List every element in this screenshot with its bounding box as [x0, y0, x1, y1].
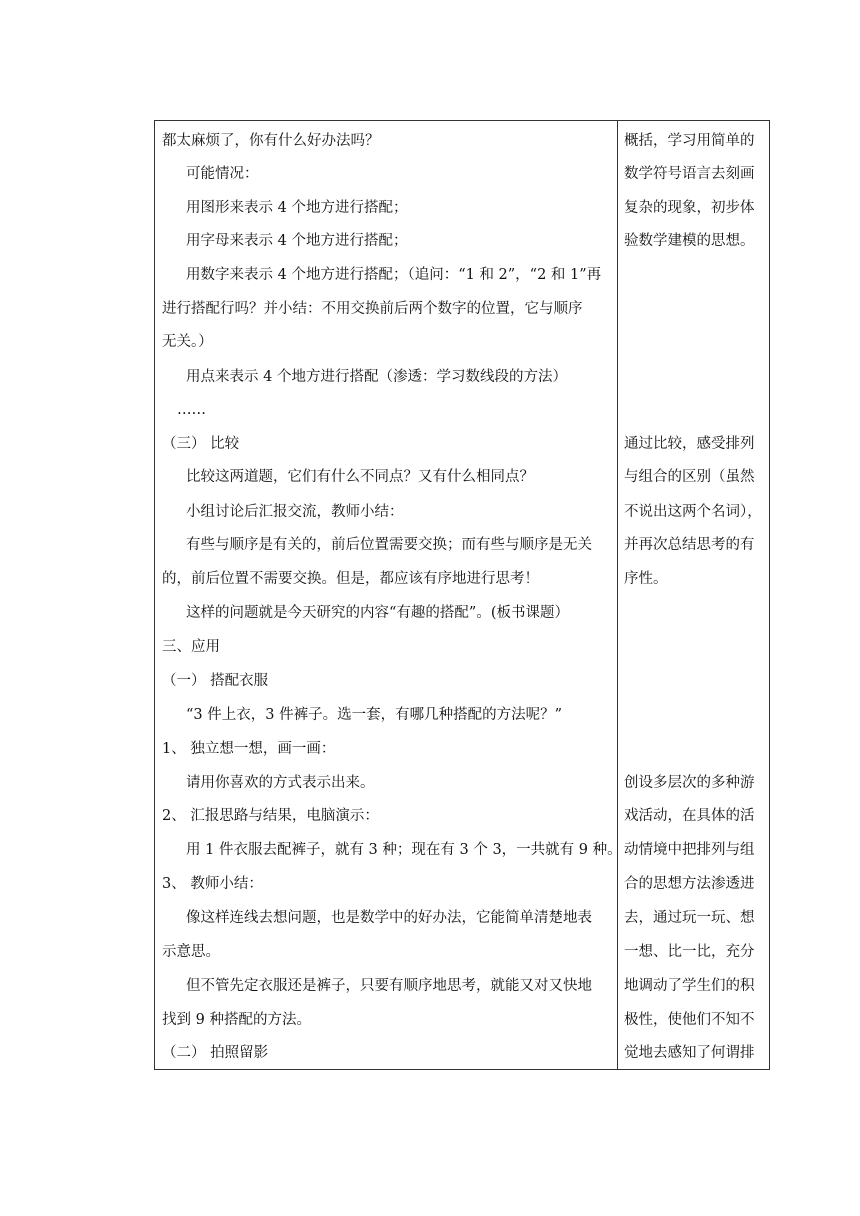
main-line: 都太麻烦了，你有什么好办法吗？ — [162, 133, 380, 149]
side-note-line: 动情境中把排列与组 — [624, 842, 755, 858]
main-line: 的，前后位置不需要交换。但是，都应该有序地进行思考！ — [162, 571, 539, 587]
side-note-line: 数学符号语言去刻画 — [624, 166, 755, 182]
side-note-line: 不说出这两个名词）， — [624, 504, 762, 520]
side-note-line: 合的思想方法渗透进 — [624, 876, 755, 892]
column-divider — [617, 121, 618, 1069]
main-line: 进行搭配行吗？并小结：不用交换前后两个数字的位置，它与顺序 — [162, 301, 583, 317]
main-line: 小组讨论后汇报交流，教师小结： — [186, 504, 404, 520]
main-line: 1、 独立想一想，画一画： — [162, 741, 336, 757]
side-note-line: 复杂的现象，初步体 — [624, 200, 755, 216]
main-line: 用数字来表示 4 个地方进行搭配；（追问：“1 和 2”，“2 和 1”再 — [186, 267, 602, 283]
main-line: 3、 教师小结： — [162, 876, 263, 892]
side-note-line: 地调动了学生们的积 — [624, 978, 755, 994]
side-note-line: 创设多层次的多种游 — [624, 775, 755, 791]
side-note-line: 验数学建模的思想。 — [624, 233, 755, 249]
side-note-line: 概括，学习用简单的 — [624, 133, 755, 149]
main-line: 像这样连线去想问题，也是数学中的好办法，它能简单清楚地表 — [186, 910, 592, 926]
main-line: 2、 汇报思路与结果，电脑演示： — [162, 808, 379, 824]
main-line: 找到 9 种搭配的方法。 — [162, 1012, 311, 1028]
main-line: 比较这两道题，它们有什么不同点？又有什么相同点？ — [186, 469, 534, 485]
section-heading: （一） 搭配衣服 — [162, 673, 269, 689]
main-line: 用字母来表示 4 个地方进行搭配； — [186, 233, 408, 249]
main-line: …… — [177, 402, 206, 418]
section-heading: （二） 拍照留影 — [162, 1045, 269, 1061]
main-line: 有些与顺序是有关的，前后位置需要交换；而有些与顺序是无关 — [186, 537, 592, 553]
side-note-line: 一想、比一比，充分 — [624, 944, 755, 960]
main-line: 用点来表示 4 个地方进行搭配（渗透：学习数线段的方法） — [186, 369, 567, 385]
side-note-line: 戏活动，在具体的活 — [624, 808, 755, 824]
main-line: 但不管先定衣服还是裤子，只要有顺序地思考，就能又对又快地 — [186, 978, 592, 994]
main-line: 请用你喜欢的方式表示出来。 — [186, 775, 375, 791]
side-note-line: 与组合的区别（虽然 — [624, 469, 755, 485]
section-heading: （三） 比较 — [162, 436, 240, 452]
main-line: “3 件上衣，3 件裤子。选一套，有哪几种搭配的方法呢？” — [186, 707, 562, 723]
side-note-line: 并再次总结思考的有 — [624, 537, 755, 553]
side-note-line: 通过比较，感受排列 — [624, 436, 755, 452]
main-line: 可能情况： — [186, 166, 259, 182]
section-heading: 三、应用 — [162, 639, 220, 655]
side-note-line: 去，通过玩一玩、想 — [624, 910, 755, 926]
main-line: 无关。） — [162, 334, 213, 350]
main-line: 用 1 件衣服去配裤子，就有 3 种；现在有 3 个 3，一共就有 9 种。 — [186, 842, 622, 858]
side-note-line: 觉地去感知了何谓排 — [624, 1045, 755, 1061]
side-note-line: 序性。 — [624, 571, 668, 587]
lesson-table — [154, 120, 770, 1070]
side-note-line: 极性，使他们不知不 — [624, 1012, 755, 1028]
main-line: 示意思。 — [162, 944, 220, 960]
main-line: 用图形来表示 4 个地方进行搭配； — [186, 200, 408, 216]
main-line: 这样的问题就是今天研究的内容“有趣的搭配”。(板书课题） — [186, 605, 569, 621]
